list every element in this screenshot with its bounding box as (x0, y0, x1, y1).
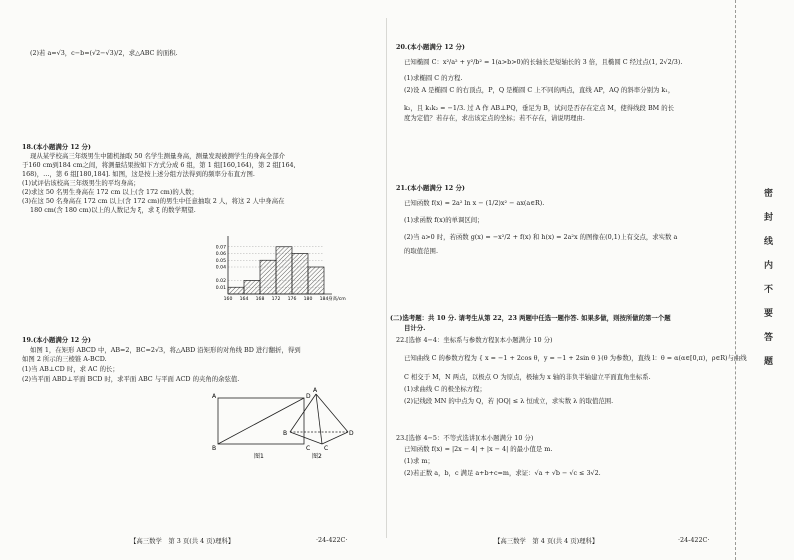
q23-line-1: 已知函数 f(x) = |2x − 4| + |x − 4| 的最小值是 m. (404, 445, 553, 453)
fig2-caption: 图2 (312, 453, 322, 460)
figure-2-pyramid (282, 386, 356, 460)
q22-line-2: C 相交于 M，N 两点，以极点 O 为原点，极轴为 x 轴的非负半轴建立平面直角坐标系. (404, 373, 651, 381)
q20-line-5: 度为定值？若存在，求出该定点的坐标；若不存在，请说明理由. (404, 114, 585, 122)
fig2-label-d: D (349, 430, 354, 437)
q23-line-2: (1)求 m； (404, 457, 434, 465)
q20-heading: 20.(本小题满分 12 分) (396, 43, 465, 51)
page-4 (386, 0, 747, 560)
q18-line-3: 168)，…，第 6 组[180,184]. 如图，这是按上述分组方法得到的频率分布直方图. (22, 170, 255, 178)
page-4-footer: 【高三数学 第 4 页(共 4 页)理科】 (494, 537, 599, 545)
q23-heading: 23.[选修 4−5：不等式选讲](本小题满分 10 分) (396, 434, 534, 442)
q21-line-2: (1)求函数 f(x)的单调区间； (404, 216, 484, 224)
x-tick-label-6: 180 (303, 297, 313, 302)
q21-line-1: 已知函数 f(x) = 2a² ln x − (1/2)x² − ax(a∈R). (404, 199, 545, 207)
q19-line-4: (2)当平面 ABD⊥平面 BCD 时，求平面 ABC 与平面 ACD 的夹角的余弦值. (22, 375, 240, 383)
fig1-caption: 图1 (254, 453, 264, 460)
q19-line-1: 如图 1，在矩形 ABCD 中，AB=2，BC=2√3，将△ABD 沿矩形的对角线 BD 进行翻折，得到 (30, 346, 301, 354)
margin-char-6: 要 (764, 309, 774, 319)
q22-line-4: (2)记线段 MN 的中点为 Q，若 |OQ| ≤ λ 恒成立，求实数 λ 的取值范围. (404, 397, 614, 405)
x-tick-label-2: 164 (239, 297, 249, 302)
page-3-footer: 【高三数学 第 3 页(共 4 页)理科】 (130, 537, 235, 545)
elective-instructions-1: (二)选考题：共 10 分. 请考生从第 22，23 两题中任选一题作答. 如果多做，则按所做的第一个题 (390, 314, 671, 322)
histogram-bar-5 (292, 254, 308, 295)
fig1-label-c: C (306, 445, 311, 452)
q22-heading: 22.[选修 4−4：坐标系与参数方程](本小题满分 10 分) (396, 336, 553, 344)
q19-heading: 19.(本小题满分 12 分) (22, 336, 91, 344)
y-tick-label-2: 0.02 (215, 279, 226, 285)
q19-line-2: 如图 2 所示的三棱锥 A-BCD. (22, 355, 107, 363)
margin-char-2: 封 (764, 213, 774, 223)
q18-line-6: (3)在这 50 名身高在 172 cm 以上(含 172 cm)的男生中任意抽取 2 人，将这 2 人中身高在 (22, 197, 285, 205)
margin-char-8: 题 (764, 357, 774, 367)
x-tick-label-1: 160 (223, 297, 233, 302)
x-axis-label: 身高/cm (328, 297, 346, 302)
x-tick-label-5: 176 (287, 297, 297, 302)
y-tick-label-5: 0.06 (215, 252, 226, 258)
q18-line-2: 于160 cm到184 cm之间，将测量结果按如下方式分成 6 组，第 1 组[160,164)，第 2 组[164, (22, 161, 296, 169)
fig1-label-b: B (212, 445, 217, 452)
margin-char-1: 密 (764, 189, 774, 199)
y-tick-label-1: 0.01 (215, 285, 226, 291)
q20-line-2: (1)求椭圆 C 的方程. (404, 74, 463, 82)
q19-line-3: (1)当 AB⊥CD 时，求 AC 的长； (22, 365, 119, 373)
q18-line-7: 180 cm(含 180 cm)以上的人数记为 ξ，求 ξ 的数学期望. (30, 206, 196, 214)
q21-line-4: 的取值范围. (404, 247, 438, 255)
margin-char-5: 不 (764, 285, 774, 295)
q20-line-1: 已知椭圆 C：x²/a² + y²/b² = 1(a>b>0)的长轴长是短轴长的 3 倍，且椭圆 C 经过点(1, 2√2/3). (404, 58, 683, 66)
q18-line-1: 现从某学校高三年级男生中随机抽取 50 名学生测量身高，测量发现被测学生的身高全部介 (30, 152, 286, 160)
x-tick-label-4: 172 (271, 297, 281, 302)
x-tick-label-7: 184 (319, 297, 329, 302)
q18-line-5: (2)求这 50 名男生身高在 172 cm 以上(含 172 cm)的人数； (22, 188, 198, 196)
page-3-code: ·24-422C· (316, 536, 348, 544)
histogram-bar-2 (244, 281, 260, 295)
q21-heading: 21.(本小题满分 12 分) (396, 184, 465, 192)
page-3 (0, 0, 386, 560)
margin-char-3: 线 (764, 237, 774, 247)
y-tick-label-6: 0.07 (215, 245, 226, 251)
y-tick-label-4: 0.05 (215, 258, 226, 264)
fig2-label-a: A (313, 387, 318, 394)
elective-instructions-2: 目计分. (404, 324, 426, 332)
fig2-label-c: C (324, 445, 329, 452)
binding-margin (735, 0, 794, 560)
q20-line-3: (2)设 A 是椭圆 C 的右顶点，P，Q 是椭圆 C 上不同的两点，直线 AP，AQ 的斜率分别为 k₁， (404, 86, 675, 94)
q23-line-3: (2)若正数 a，b，c 满足 a+b+c=m，求证：√a + √b − √c ≤ 3√2. (404, 469, 601, 477)
histogram-bar-6 (308, 267, 324, 294)
q17-part2: (2)若 a=√3，c−b=(√2−√3)/2，求△ABC 的面积. (30, 49, 178, 57)
page-4-code: ·24-422C· (678, 536, 710, 544)
fig1-label-a: A (212, 393, 217, 400)
x-tick-label-3: 168 (255, 297, 265, 302)
fig2-label-b: B (283, 430, 288, 437)
q18-heading: 18.(本小题满分 12 分) (22, 143, 91, 151)
margin-char-4: 内 (764, 261, 774, 271)
fig1-label-d: D (306, 393, 311, 400)
q20-line-4: k₂，且 k₁k₂ = −1/3. 过 A 作 AB⊥PQ，垂足为 B，试问是否存在定点 M，使得线段 BM 的长 (404, 104, 675, 112)
y-tick-label-3: 0.04 (215, 265, 226, 271)
q22-line-1: 已知曲线 C 的参数方程为 { x = −1 + 2cos θ，y = −1 + 2sin θ }(θ 为参数)，直线 l：θ = α(α∈[0,π)，ρ∈R)与曲线 (404, 354, 747, 362)
q18-line-4: (1)试评估该校高三年级男生的平均身高； (22, 179, 140, 187)
q21-line-3: (2)当 a>0 时，若函数 g(x) = −x²/2 + f(x) 和 h(x) = 2a²x 的图像在(0,1)上有交点，求实数 a (404, 233, 678, 241)
histogram-bar-3 (260, 260, 276, 294)
histogram-bar-1 (228, 287, 244, 294)
margin-char-7: 答 (764, 333, 774, 343)
histogram-bar-4 (276, 247, 292, 294)
q22-line-3: (1)求曲线 C 的极坐标方程； (404, 385, 486, 393)
frequency-histogram (208, 234, 358, 306)
